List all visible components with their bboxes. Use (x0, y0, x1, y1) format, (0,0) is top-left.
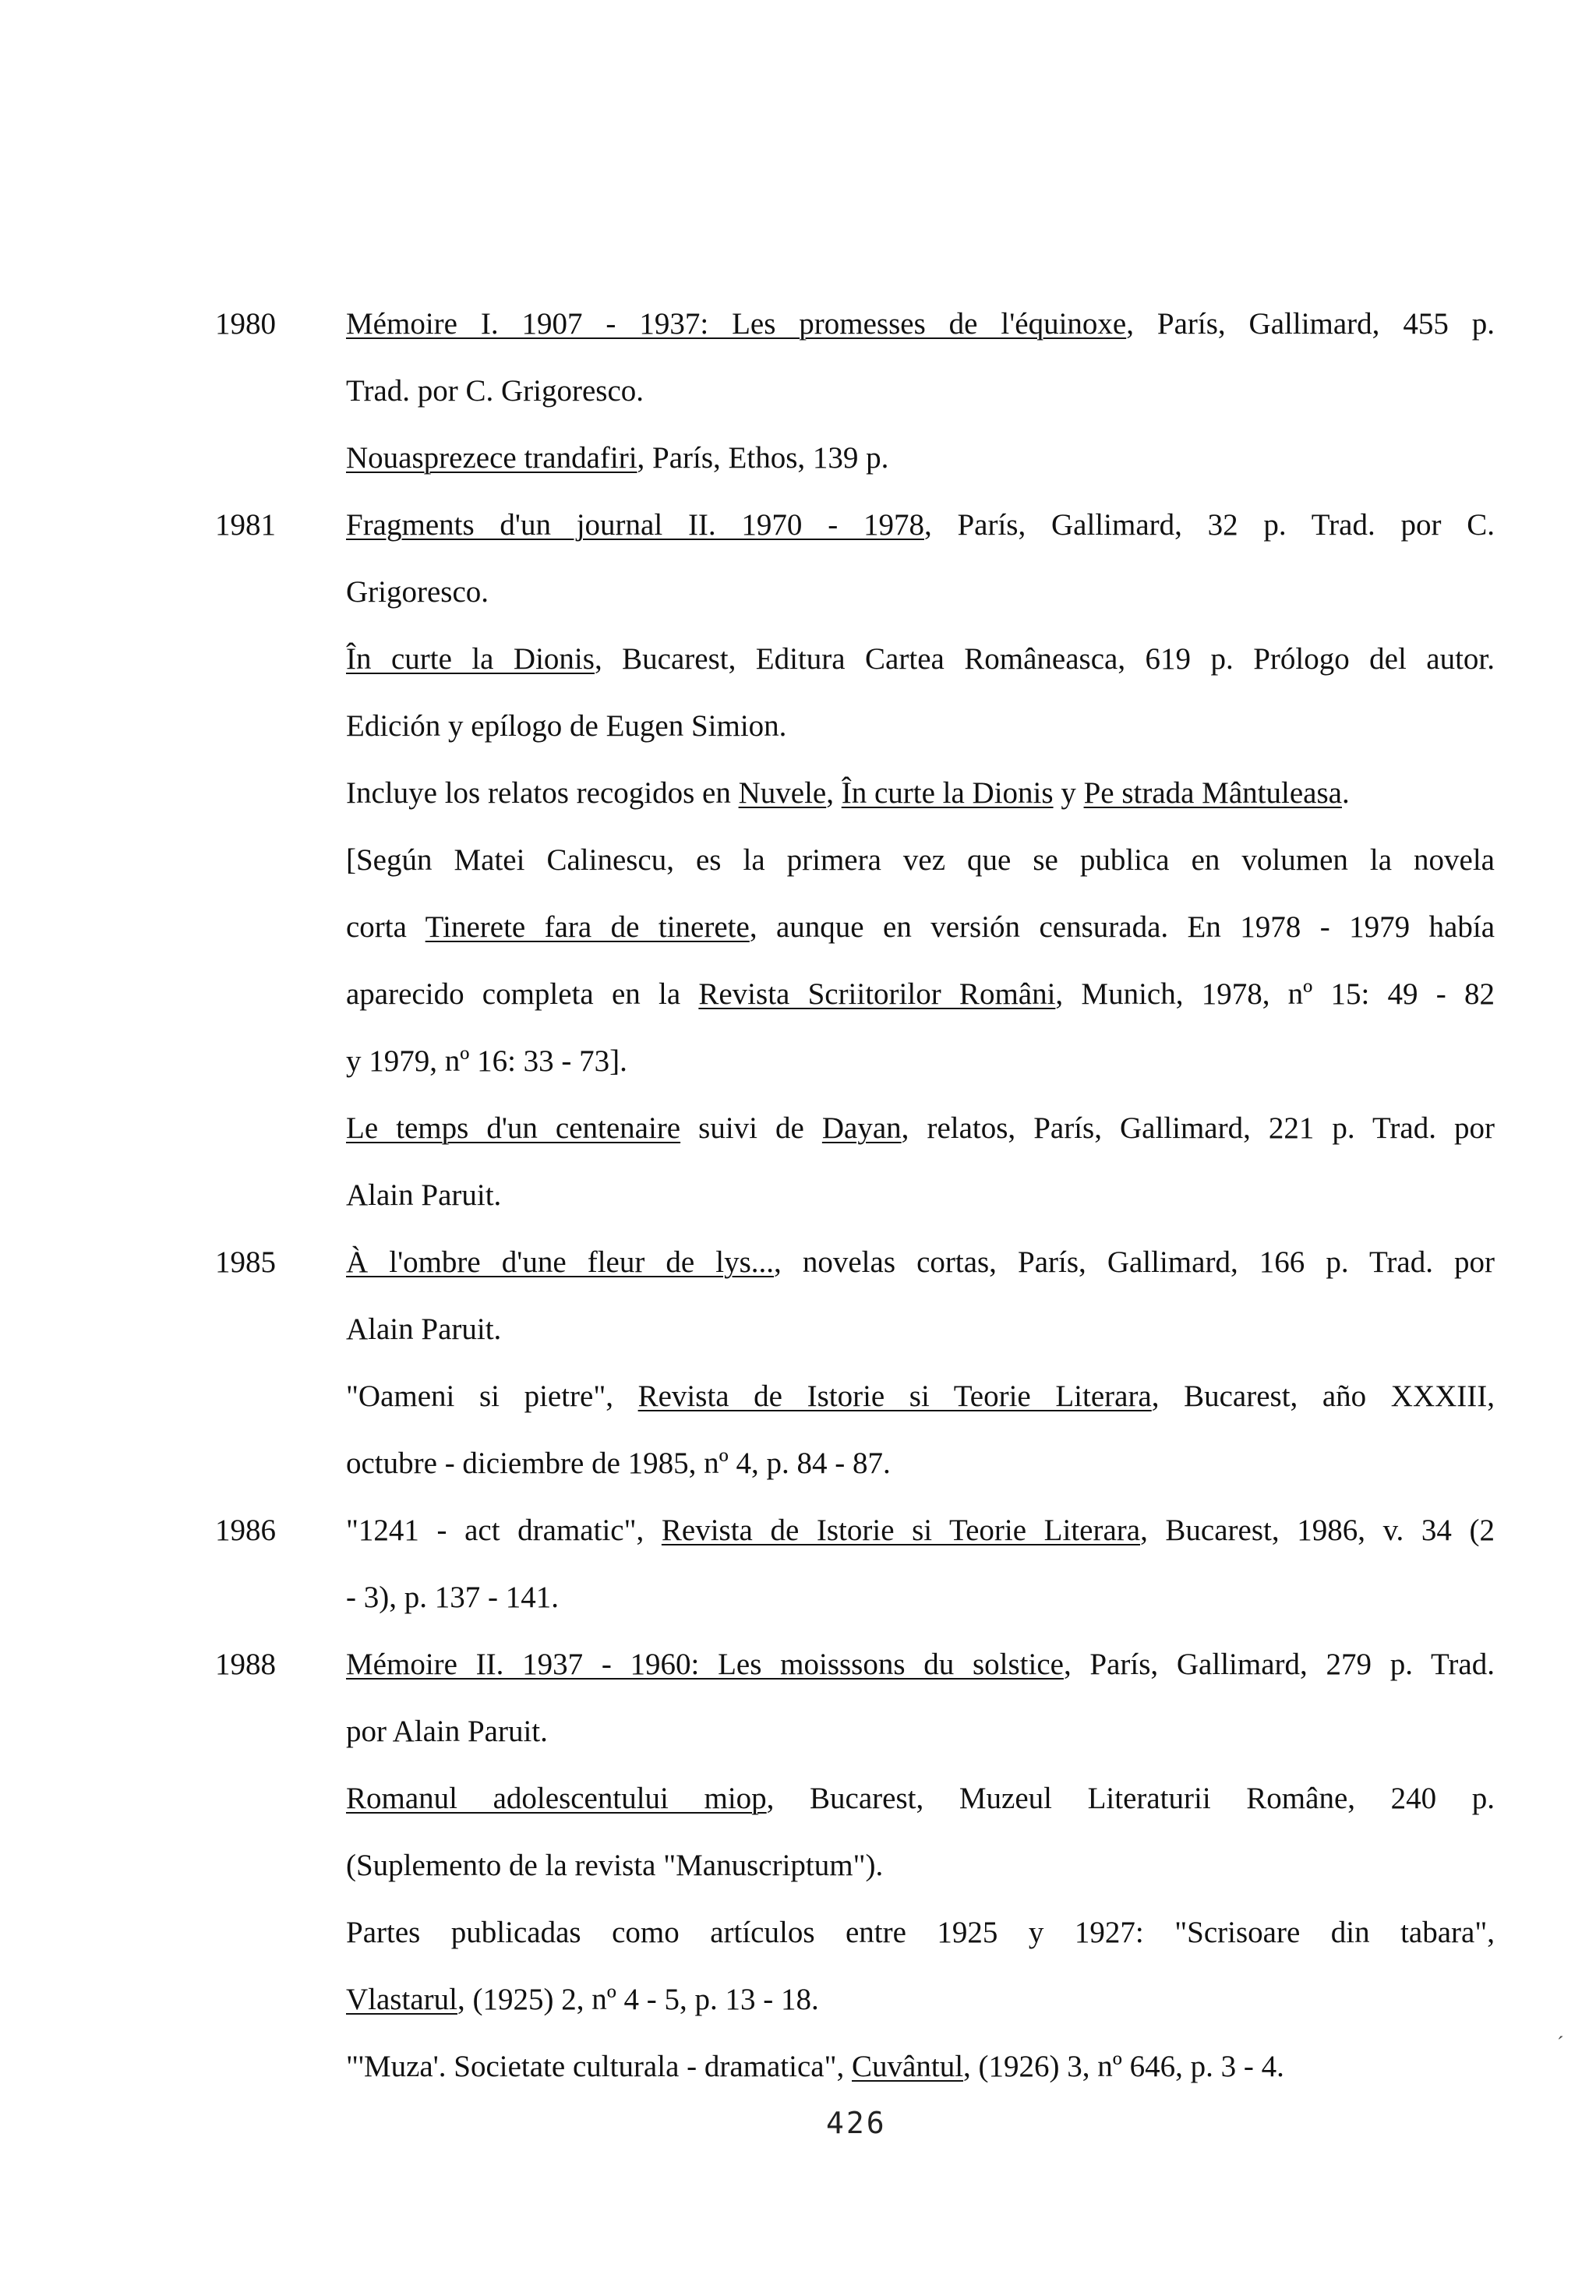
text-segment: suivi de (680, 1111, 822, 1145)
entry-text-line (346, 775, 1350, 812)
entry-text-line (346, 2048, 1284, 2086)
text-segment: octubre - diciembre de 1985, nº 4, p. 84 - 87. (346, 1446, 891, 1480)
text-segment: "1241 - act dramatic", (346, 1514, 662, 1547)
entry-text-line (346, 1981, 819, 2019)
text-segment: Edición y epílogo de Eugen Simion. (346, 709, 787, 743)
underlined-title: Fragments d'un journal II. 1970 - 1978 (346, 508, 924, 542)
text-segment: Alain Paruit. (346, 1312, 502, 1346)
text-segment: [Según Matei Calinescu, es la primera vez que se publica en volumen la novela (346, 843, 1495, 877)
entry-text-line (346, 1914, 1495, 1952)
text-segment: , relatos, París, Gallimard, 221 p. Trad. por (901, 1111, 1495, 1145)
entry-year: 1981 (215, 508, 276, 542)
text-segment: corta (346, 910, 425, 944)
text-segment: , París, Gallimard, 455 p. (1126, 307, 1495, 341)
text-segment: y 1979, nº 16: 33 - 73]. (346, 1044, 627, 1078)
entry-text-line (346, 507, 1495, 544)
entry-text-line (346, 976, 1495, 1013)
text-segment: , Bucarest, Editura Cartea Româneasca, 619 p. Prólogo del autor. (594, 642, 1495, 676)
entry-text-line (346, 1780, 1495, 1817)
text-segment: Trad. por C. Grigoresco. (346, 374, 644, 408)
entry-text-line (346, 1244, 1495, 1281)
text-segment: , (1926) 3, nº 646, p. 3 - 4. (963, 2050, 1284, 2083)
entry-text-line (346, 909, 1495, 946)
entry-text-line (346, 708, 786, 745)
underlined-title: Cuvântul (852, 2050, 964, 2083)
text-segment: Incluye los relatos recogidos en (346, 776, 739, 810)
entry-text-line (346, 1445, 891, 1482)
text-segment: (Suplemento de la revista "Manuscriptum"). (346, 1849, 884, 1882)
entry-text-line (346, 373, 644, 410)
entry-text-line (346, 641, 1495, 678)
entry-text-line (346, 1043, 627, 1080)
text-segment: , aunque en versión censurada. En 1978 - 1979 había (749, 910, 1495, 944)
entry-year: 1980 (215, 307, 276, 341)
underlined-title: Revista de Istorie si Teorie Literara (637, 1379, 1152, 1413)
text-segment: por Alain Paruit. (346, 1715, 548, 1748)
text-segment: Alain Paruit. (346, 1178, 502, 1212)
text-segment: aparecido completa en la (346, 977, 699, 1011)
entry-text-line (346, 842, 1495, 879)
underlined-title: Romanul adolescentului miop (346, 1782, 767, 1815)
entry-year: 1986 (215, 1514, 276, 1547)
entry-text-line (346, 1512, 1495, 1549)
underlined-title: În curte la Dionis (841, 776, 1054, 810)
underlined-title: Tinerete fara de tinerete (425, 910, 750, 944)
underlined-title: Revista de Istorie si Teorie Literara (661, 1514, 1141, 1547)
underlined-title: În curte la Dionis (346, 642, 595, 676)
underlined-title: Nouasprezece trandafiri (346, 441, 637, 475)
underlined-title: Mémoire I. 1907 - 1937: Les promesses de l'équinoxe (346, 307, 1127, 341)
scan-speck: ´ (1557, 2033, 1564, 2055)
entry-text-line (346, 1378, 1495, 1415)
text-segment: Grigoresco. (346, 575, 489, 609)
text-segment: "Oameni si pietre", (346, 1379, 638, 1413)
underlined-title: Pe strada Mântuleasa (1083, 776, 1342, 810)
underlined-title: Nuvele (738, 776, 827, 810)
entry-text-line (346, 1579, 559, 1616)
entry-text-line (346, 306, 1495, 343)
text-segment: , Bucarest, 1986, v. 34 (2 (1140, 1514, 1495, 1547)
entry-text-line (346, 574, 489, 611)
entry-text-line (346, 1713, 548, 1750)
text-segment: Partes publicadas como artículos entre 1925 y 1927: "Scrisoare din tabara", (346, 1916, 1495, 1949)
underlined-title: Dayan (821, 1111, 902, 1145)
underlined-title: Le temps d'un centenaire (346, 1111, 681, 1145)
underlined-title: Mémoire II. 1937 - 1960: Les moisssons du solstice (346, 1648, 1064, 1681)
text-segment: . (1341, 776, 1350, 810)
page-number: 426 (826, 2106, 887, 2140)
underlined-title: À l'ombre d'une fleur de lys... (346, 1245, 775, 1279)
entry-year: 1988 (215, 1648, 276, 1681)
entry-text-line (346, 1110, 1495, 1147)
entry-text-line (346, 1646, 1495, 1683)
text-segment: , Munich, 1978, nº 15: 49 - 82 (1055, 977, 1495, 1011)
underlined-title: Revista Scriitorilor Români (698, 977, 1056, 1011)
entry-text-line (346, 1311, 501, 1348)
text-segment: , París, Gallimard, 279 p. Trad. (1063, 1648, 1495, 1681)
text-segment: , (1925) 2, nº 4 - 5, p. 13 - 18. (457, 1983, 819, 2016)
text-segment: , Bucarest, Muzeul Literaturii Române, 240 p. (766, 1782, 1495, 1815)
entry-text-line (346, 440, 888, 477)
text-segment: "'Muza'. Societate culturala - dramatica", (346, 2050, 853, 2083)
text-segment: y (1053, 776, 1084, 810)
text-segment: , París, Ethos, 139 p. (637, 441, 889, 475)
text-segment: , Bucarest, año XXXIII, (1151, 1379, 1495, 1413)
underlined-title: Vlastarul (346, 1983, 457, 2016)
text-segment: , novelas cortas, París, Gallimard, 166 p. Trad. por (774, 1245, 1495, 1279)
entry-text-line (346, 1177, 501, 1214)
text-segment: , París, Gallimard, 32 p. Trad. por C. (923, 508, 1495, 542)
entry-year: 1985 (215, 1245, 276, 1279)
text-segment: - 3), p. 137 - 141. (346, 1581, 559, 1614)
entry-text-line (346, 1847, 883, 1884)
text-segment: , (826, 776, 842, 810)
